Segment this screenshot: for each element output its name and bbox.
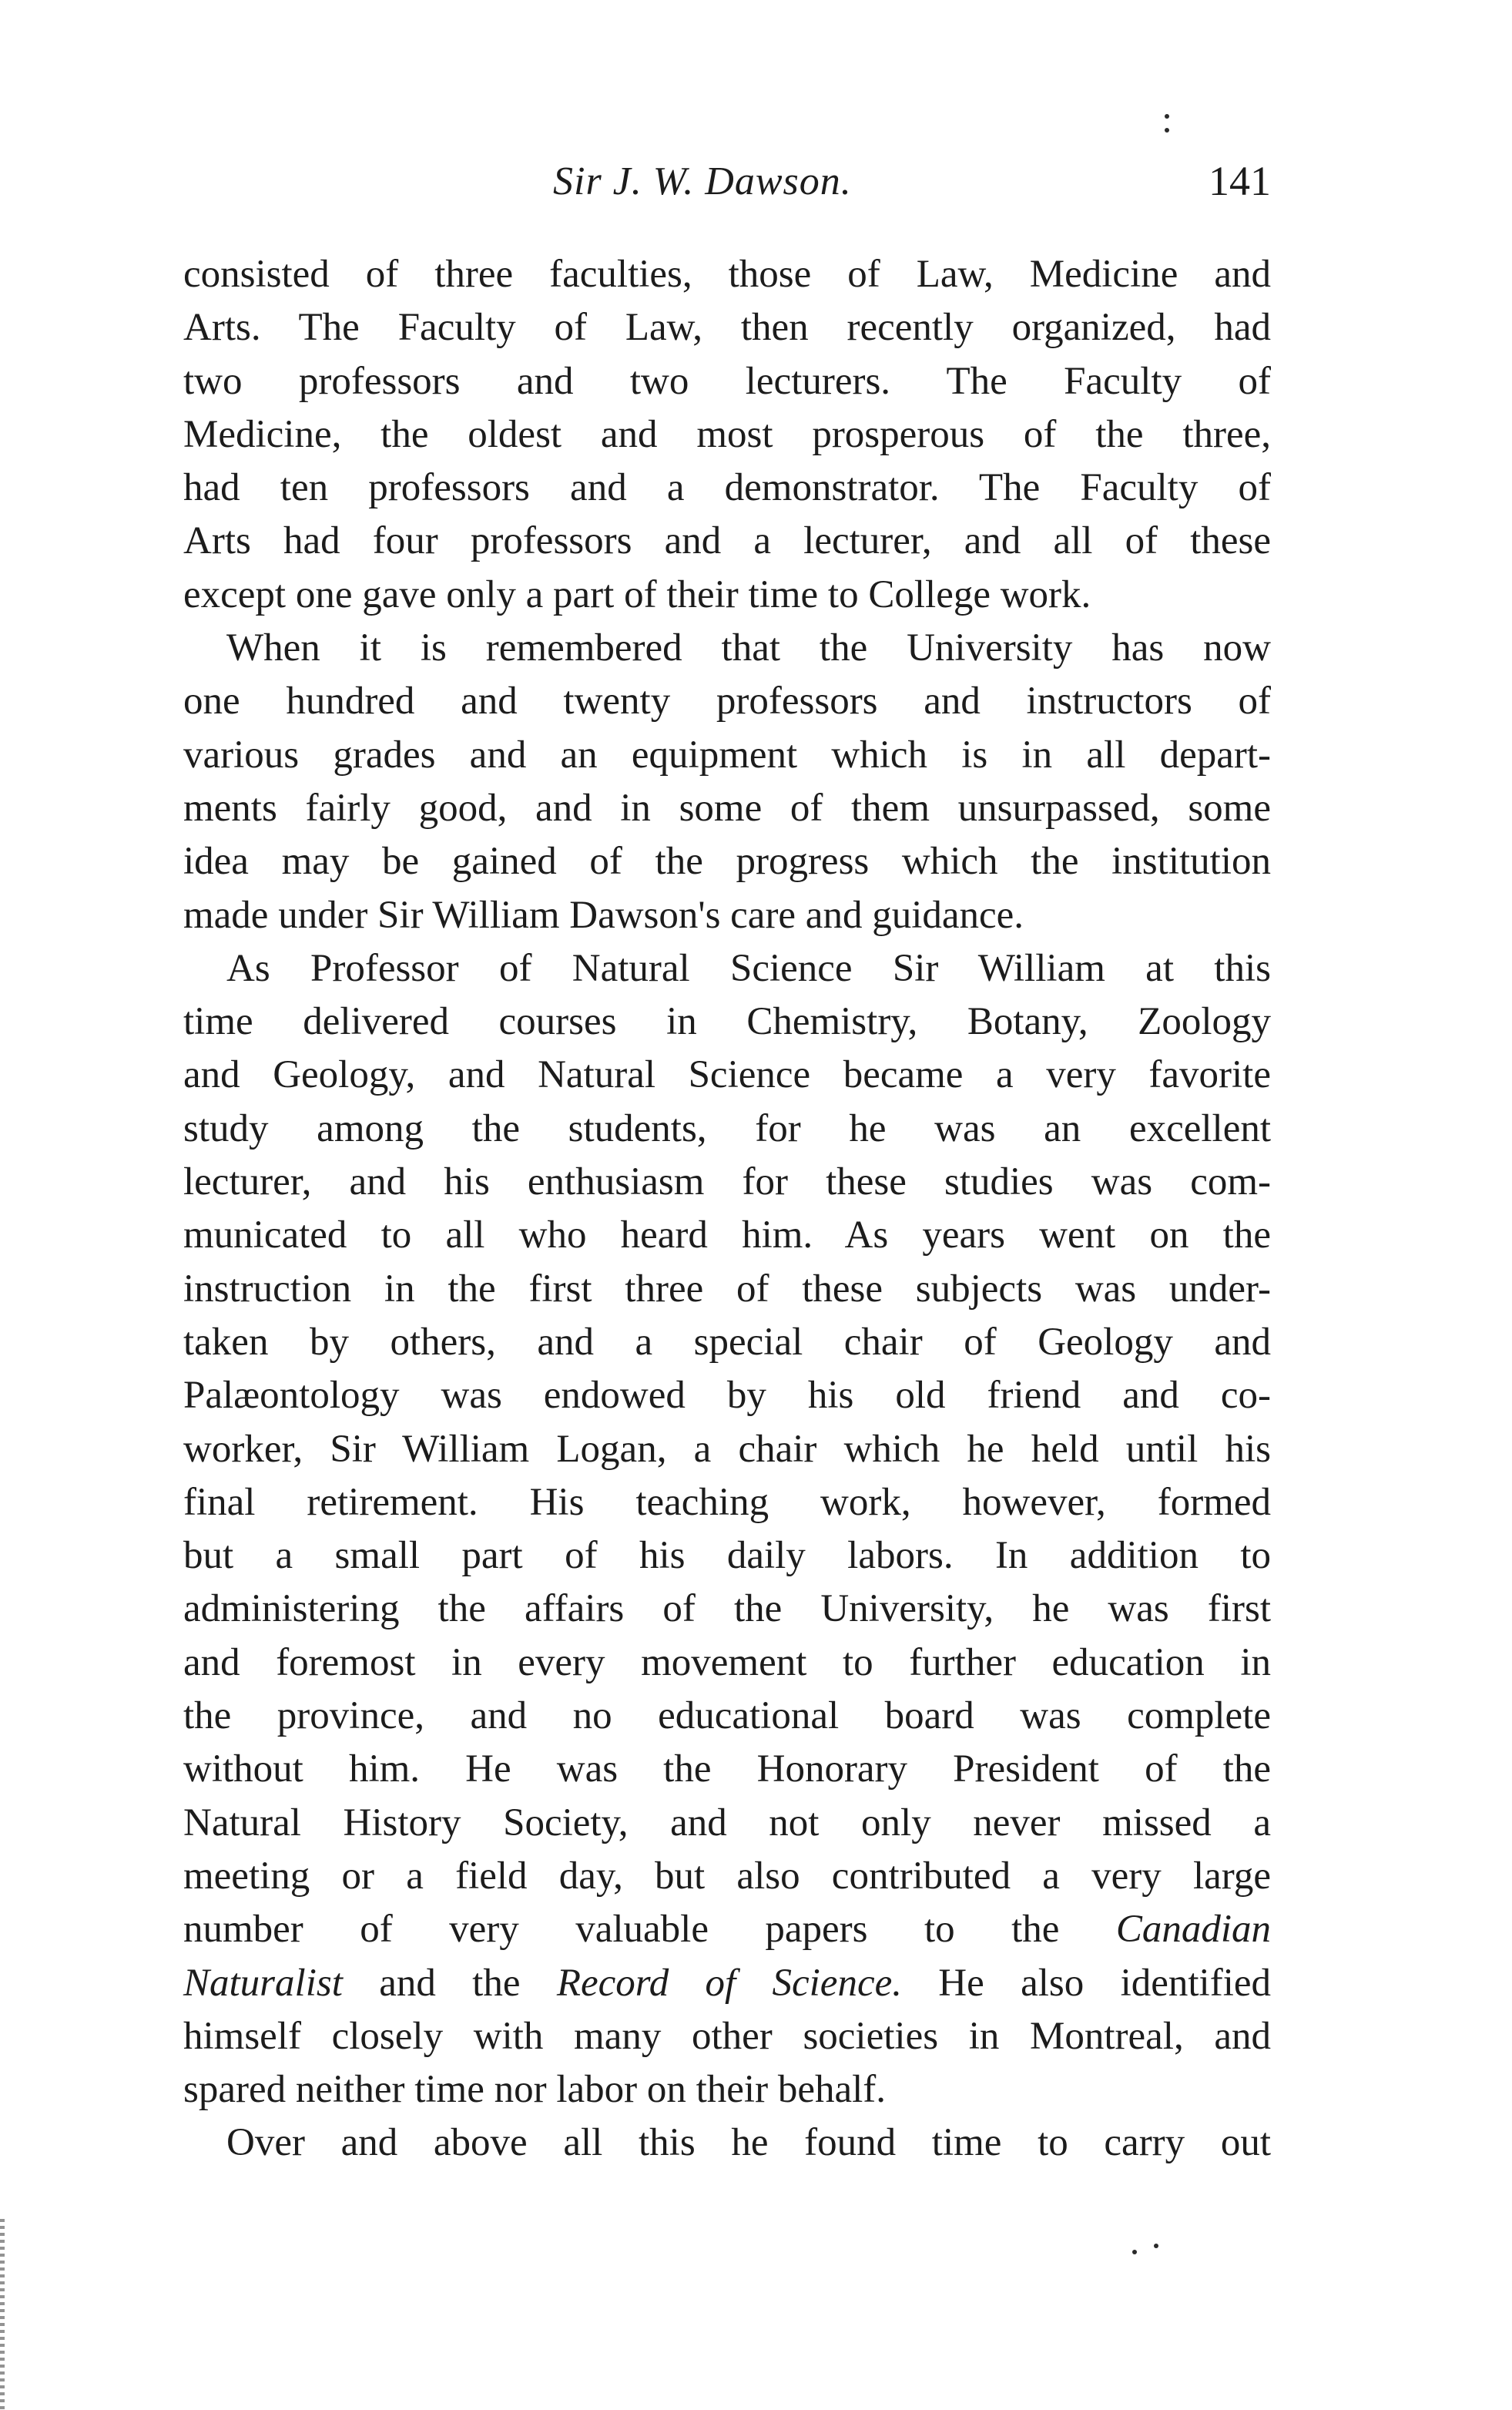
journal-title: Naturalist (183, 1961, 343, 2005)
text-line: Arts had four professors and a lecturer, and all of these (183, 519, 1271, 563)
text-line: Medicine, the oldest and most prosperous of the three, (183, 412, 1271, 456)
text-line: worker, Sir William Logan, a chair which he held until his (183, 1427, 1271, 1471)
text-line: final retirement. His teaching work, however, formed (183, 1480, 1271, 1524)
text-line: various grades and an equipment which is in all depart- (183, 733, 1271, 777)
text-line: without him. He was the Honorary President of the (183, 1747, 1271, 1791)
text-line: and Geology, and Natural Science became a very favorite (183, 1053, 1271, 1097)
text-run: number of very valuable papers to the (183, 1908, 1116, 1952)
text-run: and the (342, 1961, 557, 2005)
text-line-with-italic (183, 1903, 1271, 1956)
text-line: made under Sir William Dawson's care and guidance. (183, 893, 1024, 937)
paragraph (183, 2116, 1271, 2170)
text-line: Over and above all this he found time to carry out (226, 2121, 1271, 2165)
paragraph (183, 248, 1271, 622)
text-line: As Professor of Natural Science Sir William at this (226, 946, 1271, 990)
text-run: He also identified (901, 1961, 1272, 2005)
text-line: had ten professors and a demonstrator. The Faculty of (183, 466, 1271, 510)
print-speck (1154, 2244, 1158, 2248)
text-line: the province, and no educational board was complete (183, 1694, 1271, 1738)
text-line: one hundred and twenty professors and instructors of (183, 680, 1271, 723)
running-title: Sir J. W. Dawson. (553, 159, 852, 203)
print-speck (1132, 2250, 1137, 2254)
text-line: administering the affairs of the University, he was first (183, 1587, 1271, 1631)
paragraph (183, 622, 1271, 942)
text-line: and foremost in every movement to further education in (183, 1640, 1271, 1684)
journal-title: Record of Science. (556, 1961, 902, 2005)
text-line: ments fairly good, and in some of them unsurpassed, some (183, 786, 1271, 830)
text-line: Arts. The Faculty of Law, then recently organized, had (183, 306, 1271, 350)
print-speck (1165, 114, 1169, 119)
text-line: except one gave only a part of their time to College work. (183, 572, 1091, 616)
text-line: study among the students, for he was an excellent (183, 1106, 1271, 1150)
text-line: When it is remembered that the University has now (226, 626, 1271, 670)
text-line-with-italic (183, 1957, 1271, 2010)
text-line: idea may be gained of the progress which the institution (183, 840, 1271, 884)
text-line: himself closely with many other societies in Montreal, and (183, 2014, 1271, 2058)
paragraph (183, 942, 1271, 2117)
text-line: two professors and two lecturers. The Faculty of (183, 359, 1271, 403)
running-head (183, 154, 1271, 216)
text-line: taken by others, and a special chair of Geology and (183, 1320, 1271, 1364)
text-line: spared neither time nor labor on their behalf. (183, 2068, 886, 2112)
text-line: consisted of three faculties, those of Law, Medicine and (183, 253, 1271, 296)
journal-title: Canadian (1115, 1908, 1271, 1952)
print-speck (1165, 128, 1169, 133)
text-line: instruction in the first three of these subjects was under- (183, 1267, 1271, 1311)
text-line: Palæontology was endowed by his old friend and co- (183, 1374, 1271, 1418)
text-line: Natural History Society, and not only never missed a (183, 1801, 1271, 1844)
text-line: municated to all who heard him. As years went on the (183, 1213, 1271, 1257)
page-edge-mark (0, 2219, 5, 2410)
text-line: meeting or a field day, but also contributed a very large (183, 1854, 1271, 1898)
text-line: lecturer, and his enthusiasm for these studies was com- (183, 1160, 1271, 1204)
text-line: but a small part of his daily labors. In addition to (183, 1534, 1271, 1578)
page-number: 141 (1209, 158, 1271, 204)
body-text (183, 248, 1271, 2170)
text-line: time delivered courses in Chemistry, Botany, Zoology (183, 1000, 1271, 1044)
